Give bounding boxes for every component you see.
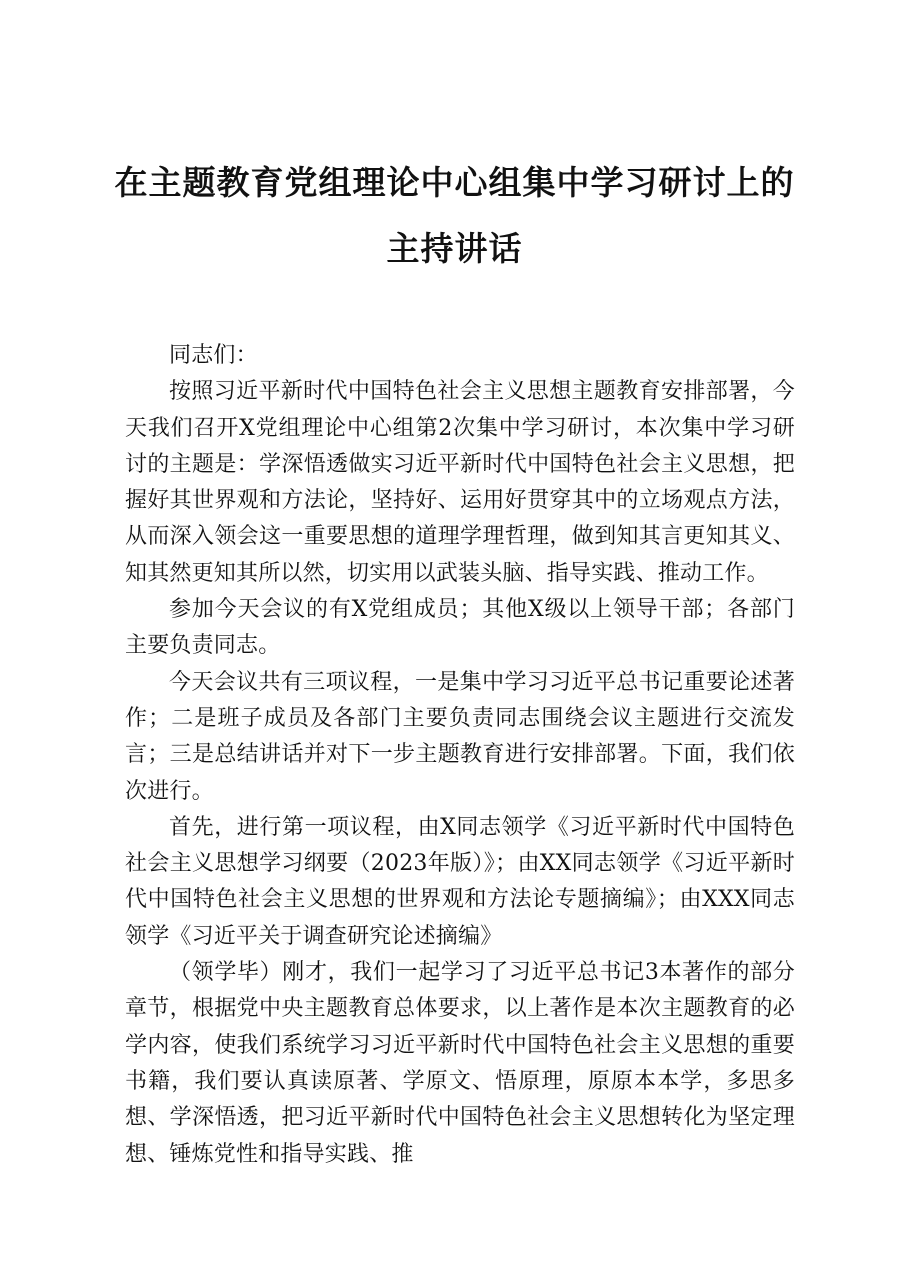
paragraph: 参加今天会议的有X党组成员；其他X级以上领导干部；各部门主要负责同志。	[125, 597, 795, 659]
paragraph: 按照习近平新时代中国特色社会主义思想主题教育安排部署，今天我们召开X党组理论中心组第2次集中学习研讨，本次集中学习研讨的主题是：学深悟透做实习近平新时代中国特色社会主义思想，把握好其世界观和方法论，坚持好、运用好贯穿其中的立场观点方法，从而深入领会这一重要思想的道理学理哲理，做到知其言更知其义、知其然更知其所以然，切实用以武装头脑、指导实践、推动工作。	[125, 379, 795, 586]
document-title-line-1: 在主题教育党组理论中心组集中学习研讨上的	[114, 163, 795, 202]
salutation: 同志们：	[169, 343, 258, 368]
paragraph: （领学毕）刚才，我们一起学习了习近平总书记3本著作的部分章节，根据党中央主题教育总体要求，以上著作是本次主题教育的必学内容，使我们系统学习习近平新时代中国特色社会主义思想的重要书籍，我们要认真读原著、学原文、悟原理，原原本本学，多思多想、学深悟透，把习近平新时代中国特色社会主义思想转化为坚定理想、锤炼党性和指导实践、推	[125, 960, 795, 1167]
paragraph: 今天会议共有三项议程，一是集中学习习近平总书记重要论述著作；二是班子成员及各部门主要负责同志围绕会议主题进行交流发言；三是总结讲话并对下一步主题教育进行安排部署。下面，我们依次进行。	[125, 669, 795, 804]
document-title-line-2: 主持讲话	[386, 229, 523, 268]
paragraph: 首先，进行第一项议程，由X同志领学《习近平新时代中国特色社会主义思想学习纲要（2023年版）》；由XX同志领学《习近平新时代中国特色社会主义思想的世界观和方法论专题摘编》；由XXX同志领学《习近平关于调查研究论述摘编》	[125, 814, 795, 949]
document-body	[125, 338, 795, 1173]
